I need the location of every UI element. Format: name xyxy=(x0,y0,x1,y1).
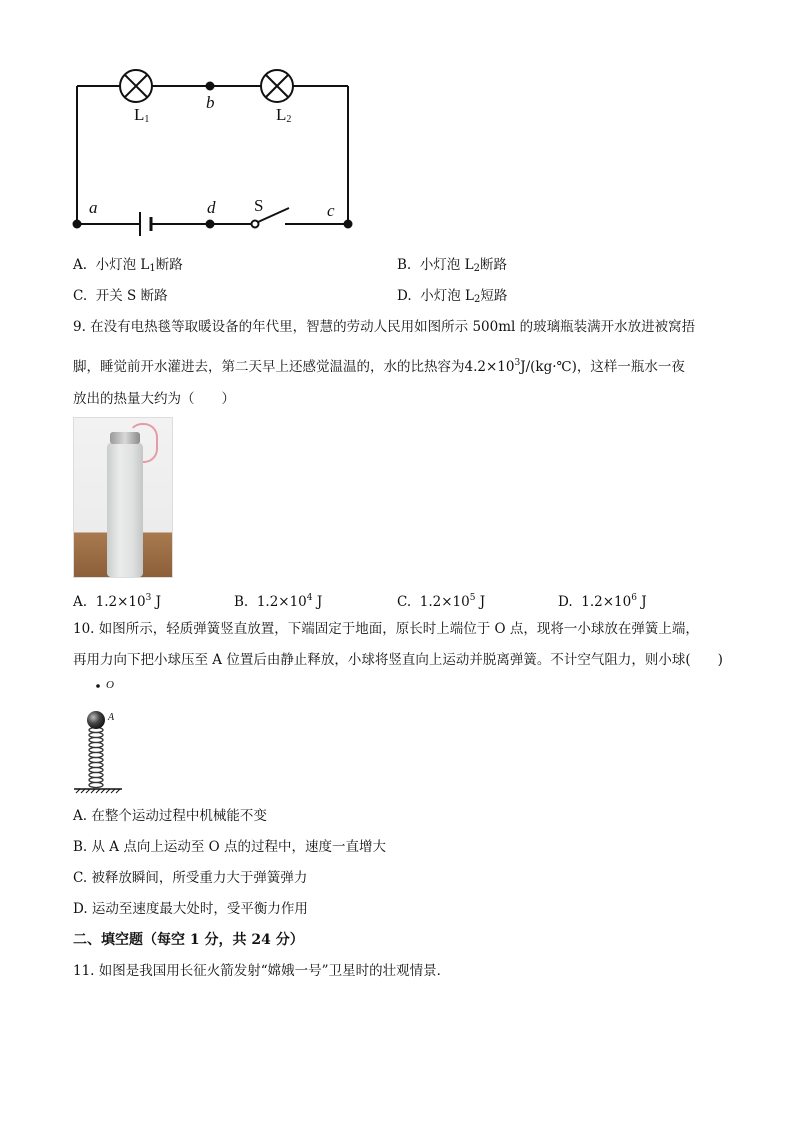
label-node-b: b xyxy=(206,93,215,112)
section-title-fill-in: 二、填空题（每空 1 分，共 24 分） xyxy=(73,932,304,948)
bottle-cap xyxy=(110,432,140,444)
lamp-L2 xyxy=(261,70,293,102)
q9-option-d[interactable]: D. $1.2\times 10^6$ J xyxy=(558,593,647,610)
bottle-photo xyxy=(73,417,173,578)
circuit-diagram xyxy=(0,0,794,245)
q8-option-b[interactable]: B. 小灯泡 $L_2$断路 xyxy=(397,257,507,274)
q10-option-c[interactable]: C. 被释放瞬间，所受重力大于弹簧弹力 xyxy=(73,870,308,886)
q10-option-d[interactable]: D. 运动至速度最大处时，受平衡力作用 xyxy=(73,901,308,917)
node-c-dot xyxy=(344,220,353,229)
node-a-dot xyxy=(73,220,82,229)
label-node-d: d xyxy=(207,198,216,217)
q9-text-line3: 放出的热量大约为（ ） xyxy=(73,391,235,407)
q8-option-a[interactable]: A. 小灯泡 $L_1$断路 xyxy=(73,257,183,274)
q9-text-line2: 脚，睡觉前开水灌进去，第二天早上还感觉温温的，水的比热容为$4.2\times 10^3J/(kg\cdot℃)$，这样一瓶水一夜 xyxy=(73,358,685,375)
q10-option-a[interactable]: A. 在整个运动过程中机械能不变 xyxy=(73,808,267,824)
label-L1: $L_1$ xyxy=(134,105,150,125)
label-point-O: O xyxy=(106,679,114,691)
label-node-a: a xyxy=(89,198,98,217)
q9-option-a[interactable]: A. $1.2\times 10^3$ J xyxy=(73,593,162,610)
q10-option-b[interactable]: B. 从 A 点向上运动至 O 点的过程中，速度一直增大 xyxy=(73,839,386,855)
q9-text-line1: 9. 在没有电热毯等取暖设备的年代里，智慧的劳动人民用如图所示 500ml 的玻璃瓶装满开水放进被窝捂 xyxy=(73,319,696,335)
label-point-A: A xyxy=(108,712,115,723)
q8-option-d[interactable]: D. 小灯泡 $L_2$短路 xyxy=(397,288,508,305)
battery xyxy=(140,212,151,236)
spring-figure xyxy=(70,676,130,798)
label-switch-S: S xyxy=(254,196,264,215)
spring xyxy=(89,728,103,788)
q10-text-line2: 再用力向下把小球压至 A 位置后由静止释放，小球将竖直向上运动并脱离弹簧。不计空气阻力，则小球( ) xyxy=(73,652,723,668)
q10-text-line1: 10. 如图所示，轻质弹簧竖直放置，下端固定于地面，原长时上端位于 O 点，现将一小球放在弹簧上端， xyxy=(73,621,699,637)
ball xyxy=(87,711,105,729)
lamp-L1 xyxy=(120,70,152,102)
glass-bottle xyxy=(107,442,143,577)
ground xyxy=(74,789,122,793)
label-node-c: c xyxy=(327,201,335,220)
q11-text-line1: 11. 如图是我国用长征火箭发射“嫦娥一号”卫星时的壮观情景． xyxy=(73,963,451,979)
q9-option-c[interactable]: C. $1.2\times 10^5$ J xyxy=(397,593,486,610)
node-d-dot xyxy=(206,220,215,229)
q9-option-b[interactable]: B. $1.2\times 10^4$ J xyxy=(234,593,323,610)
node-b-dot xyxy=(206,82,215,91)
label-L2: $L_2$ xyxy=(276,105,292,125)
point-O-dot xyxy=(96,684,100,688)
q8-option-c[interactable]: C. 开关 S 断路 xyxy=(73,288,168,304)
